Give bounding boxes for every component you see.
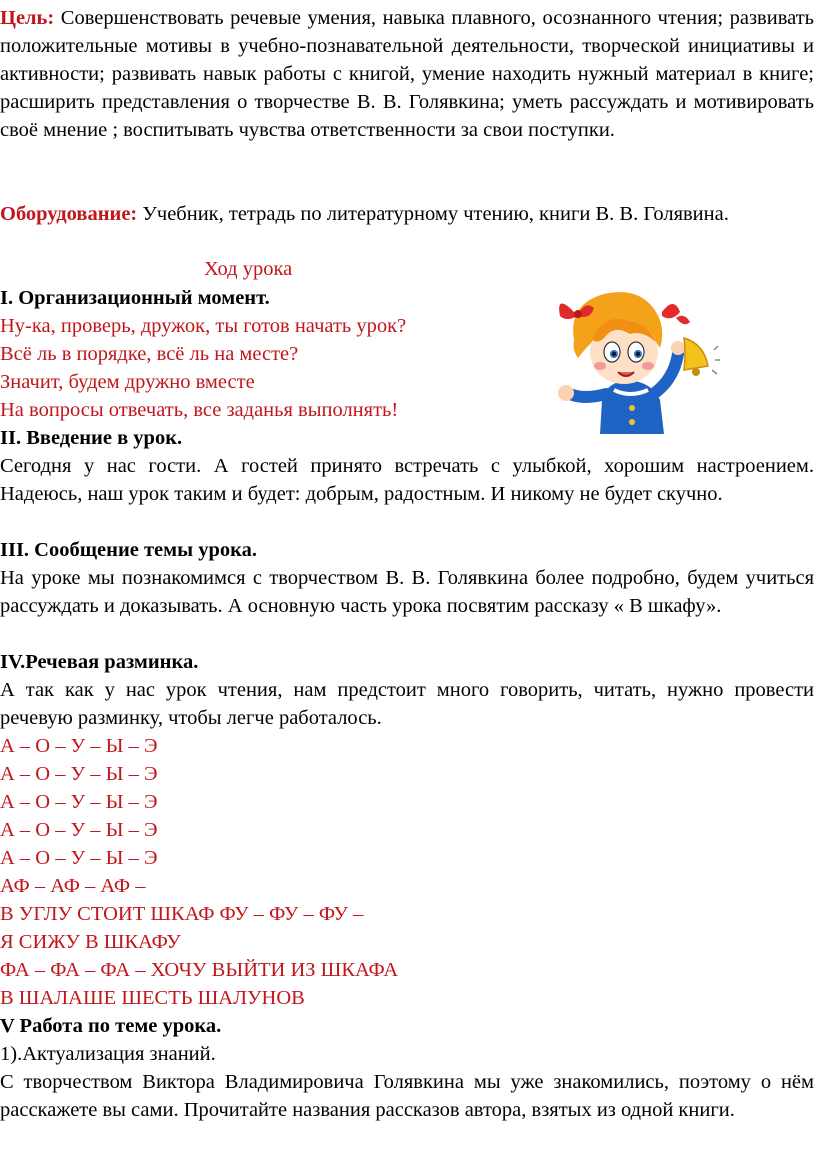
goal-text: Совершенствовать речевые умения, навыка плавного, осознанного чтения; развивать положительные мотивы в учебно-познавательной деятельности, творческой инициативы и активности; развивать навык работы с книгой, умение находить нужный материал в книге; расширить представления о творчестве В. В. Голявкина; уметь рассуждать и мотивировать своё мнение ; воспитывать чувства ответственности за свои поступки. <box>0 7 814 141</box>
section3-heading: III. Сообщение темы урока. <box>0 539 258 561</box>
goal-paragraph <box>0 4 814 144</box>
section4-text: А так как у нас урок чтения, нам предстоит много говорить, читать, нужно провести речевую разминку, чтобы легче работалось. <box>0 679 814 729</box>
drill-line: А – О – У – Ы – Э <box>0 819 158 841</box>
poem-line: На вопросы отвечать, все заданья выполнять! <box>0 399 399 421</box>
section3-text: На уроке мы познакомимся с творчеством В. В. Голявкина более подробно, будем учиться рассуждать и доказывать. А основную часть урока посвятим рассказу « В шкафу». <box>0 567 814 617</box>
goal-label: Цель: <box>0 7 55 29</box>
drill-line: А – О – У – Ы – Э <box>0 735 158 757</box>
section2-heading: II. Введение в урок. <box>0 427 183 449</box>
drill-line: АФ – АФ – АФ – <box>0 875 146 897</box>
section2-text: Сегодня у нас гости. А гостей принято встречать с улыбкой, хорошим настроением. Надеюсь, наш урок таким и будет: добрым, радостным. И никому не будет скучно. <box>0 455 814 505</box>
drill-line: ФА – ФА – ФА – ХОЧУ ВЫЙТИ ИЗ ШКАФА <box>0 959 399 981</box>
equipment-text: Учебник, тетрадь по литературному чтению, книги В. В. Голявина. <box>137 203 729 225</box>
drill-line: А – О – У – Ы – Э <box>0 763 158 785</box>
section5-text: С творчеством Виктора Владимировича Голявкина мы уже знакомились, поэтому о нём расскажете вы сами. Прочитайте названия рассказов автора, взятых из одной книги. <box>0 1071 814 1121</box>
cartoon-girl-with-bell-illustration <box>544 282 720 434</box>
lesson-title: Ход урока <box>204 258 293 280</box>
equipment-label: Оборудование: <box>0 203 138 225</box>
section4-heading: IV.Речевая разминка. <box>0 651 199 673</box>
poem-line: Значит, будем дружно вместе <box>0 371 255 393</box>
drill-line: А – О – У – Ы – Э <box>0 791 158 813</box>
section5-subheading: 1).Актуализация знаний. <box>0 1043 216 1065</box>
drill-line: Я СИЖУ В ШКАФУ <box>0 931 181 953</box>
section1-heading: I. Организационный момент. <box>0 287 270 309</box>
drill-line: В УГЛУ СТОИТ ШКАФ ФУ – ФУ – ФУ – <box>0 903 364 925</box>
poem-line: Всё ль в порядке, всё ль на месте? <box>0 343 299 365</box>
drill-line: В ШАЛАШЕ ШЕСТЬ ШАЛУНОВ <box>0 987 305 1009</box>
section5-heading: V Работа по теме урока. <box>0 1015 222 1037</box>
drill-line: А – О – У – Ы – Э <box>0 847 158 869</box>
equipment-paragraph <box>0 200 814 228</box>
poem-line: Ну-ка, проверь, дружок, ты готов начать урок? <box>0 315 407 337</box>
